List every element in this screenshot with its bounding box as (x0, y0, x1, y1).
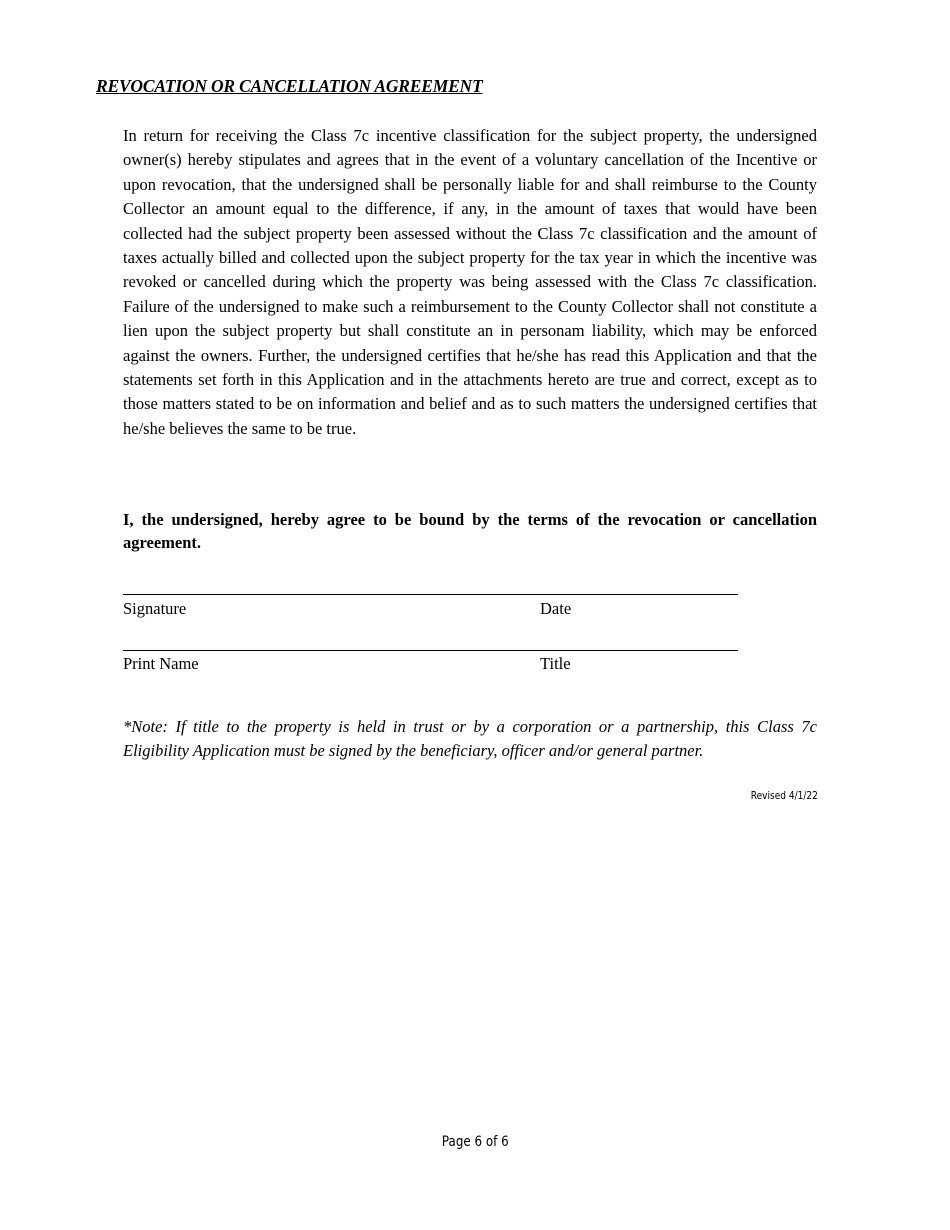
revision-date: Revised 4/1/22 (750, 789, 818, 802)
print-name-label: Print Name (123, 654, 199, 673)
page-number: Page 6 of 6 (441, 1134, 509, 1150)
agreement-statement: I, the undersigned, hereby agree to be bound by the terms of the revocation or cancellation agreement. (123, 510, 817, 552)
section-heading: REVOCATION OR CANCELLATION AGREEMENT (96, 76, 483, 96)
signature-label: Signature (123, 599, 187, 618)
date-label: Date (540, 599, 572, 618)
signing-note: *Note: If title to the property is held in trust or by a corporation or a partnership, this Class 7c Eligibility Application must be signed by the beneficiary, officer and/or general partner. (123, 717, 817, 760)
title-label: Title (540, 654, 571, 673)
signature-date-line[interactable] (123, 594, 738, 595)
print-name-title-line[interactable] (123, 650, 738, 651)
agreement-body-paragraph: In return for receiving the Class 7c incentive classification for the subject property, the undersigned owner(s) hereby stipulates and agrees that in the event of a voluntary cancellation of the Incentive or upon revocation, that the undersigned shall be personally liable for and shall reimburse to the County Collector an amount equal to the difference, if any, in the amount of taxes that would have been collected had the subject property been assessed without the Class 7c classification and the amount of taxes actually billed and collected upon the subject property for the tax year in which the incentive was revoked or cancelled during which the property was being assessed with the Class 7c classification. Failure of the undersigned to make such a reimbursement to the County Collector shall not constitute a lien upon the subject property but shall constitute an in personam liability, which may be enforced against the owners. Further, the undersigned certifies that he/she has read this Application and that the statements set forth in this Application and in the attachments hereto are true and correct, except as to those matters stated to be on information and belief and as to such matters the undersigned certifies that he/she believes the same to be true. (123, 126, 817, 438)
page-footer (0, 1134, 950, 1150)
